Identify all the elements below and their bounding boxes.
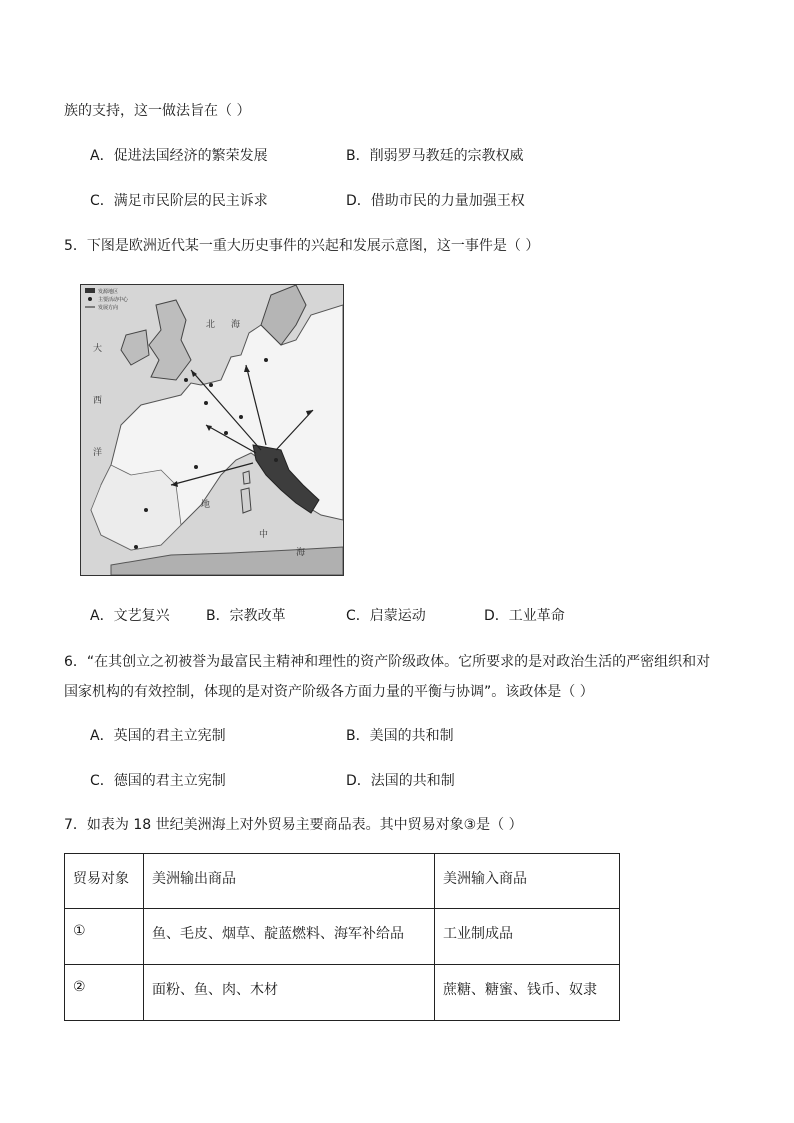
center-dot bbox=[264, 358, 268, 362]
table-header-cell: 美洲输出商品 bbox=[144, 854, 435, 909]
q4-stem-tail: 族的支持，这一做法旨在（ ） bbox=[64, 103, 251, 119]
q5-option-d: D．工业革命 bbox=[484, 608, 565, 624]
q6-stem-line2: 国家机构的有效控制，体现的是对资产阶级各方面力量的平衡与协调”。该政体是（ ） bbox=[64, 684, 594, 700]
q4-option-a: A．促进法国经济的繁荣发展 bbox=[90, 148, 268, 164]
q5-option-b: B．宗教改革 bbox=[206, 608, 286, 624]
q4-option-b: B．削弱罗马教廷的宗教权威 bbox=[346, 148, 524, 164]
table-cell: 蔗糖、糖蜜、钱币、奴隶 bbox=[435, 965, 620, 1021]
sea-label-bei: 北 bbox=[206, 320, 216, 330]
sea-label-zhong: 中 bbox=[259, 530, 269, 540]
q5-option-a: A．文艺复兴 bbox=[90, 608, 170, 624]
legend-origin-label: 发源地区 bbox=[98, 289, 119, 295]
corsica-shape bbox=[243, 471, 250, 484]
table-header-row bbox=[65, 854, 620, 909]
table-row bbox=[65, 909, 620, 965]
center-dot bbox=[194, 465, 198, 469]
table-cell: 工业制成品 bbox=[435, 909, 620, 965]
center-dot bbox=[209, 383, 213, 387]
sea-label-da: 大 bbox=[93, 344, 103, 354]
table-cell: 鱼、毛皮、烟草、靛蓝燃料、海军补给品 bbox=[144, 909, 435, 965]
q5-stem: 5．下图是欧洲近代某一重大历史事件的兴起和发展示意图，这一事件是（ ） bbox=[64, 238, 540, 254]
table-cell: 面粉、鱼、肉、木材 bbox=[144, 965, 435, 1021]
q4-option-c: C．满足市民阶层的民主诉求 bbox=[90, 193, 268, 209]
q6-option-c: C．德国的君主立宪制 bbox=[90, 773, 226, 789]
sea-label-hai-north: 海 bbox=[231, 320, 241, 330]
q7-stem: 7．如表为 18 世纪美洲海上对外贸易主要商品表。其中贸易对象③是（ ） bbox=[64, 817, 523, 833]
center-dot bbox=[134, 545, 138, 549]
trade-goods-table bbox=[64, 853, 620, 1021]
center-dot bbox=[184, 378, 188, 382]
sea-label-di: 地 bbox=[201, 500, 211, 510]
legend-center-label: 主要活动中心 bbox=[98, 297, 129, 303]
q5-option-c: C．启蒙运动 bbox=[346, 608, 426, 624]
legend-origin-swatch bbox=[85, 288, 95, 293]
europe-map-figure bbox=[80, 284, 344, 576]
sea-label-hai-south: 海 bbox=[296, 548, 306, 558]
q4-option-d: D．借助市民的力量加强王权 bbox=[346, 193, 525, 209]
q6-stem-line1: 6．“在其创立之初被誉为最富民主精神和理性的资产阶级政体。它所要求的是对政治生活的严密组织和对 bbox=[64, 654, 711, 670]
center-dot bbox=[239, 415, 243, 419]
sea-label-xi: 西 bbox=[93, 396, 103, 406]
sea-label-yang: 洋 bbox=[93, 448, 103, 458]
table-header-cell: 贸易对象 bbox=[65, 854, 144, 909]
table-cell: ① bbox=[65, 909, 144, 965]
sardinia-shape bbox=[241, 488, 251, 513]
table-row bbox=[65, 965, 620, 1021]
europe-map-graphic bbox=[81, 285, 343, 575]
center-dot bbox=[204, 401, 208, 405]
legend-direction-label: 发展方向 bbox=[98, 305, 119, 311]
q6-option-d: D．法国的共和制 bbox=[346, 773, 455, 789]
q6-option-a: A．英国的君主立宪制 bbox=[90, 728, 226, 744]
table-cell: ② bbox=[65, 965, 144, 1021]
center-dot bbox=[274, 458, 278, 462]
center-dot bbox=[144, 508, 148, 512]
q6-option-b: B．美国的共和制 bbox=[346, 728, 454, 744]
legend-center-swatch bbox=[88, 297, 92, 301]
center-dot bbox=[224, 431, 228, 435]
table-header-cell: 美洲输入商品 bbox=[435, 854, 620, 909]
